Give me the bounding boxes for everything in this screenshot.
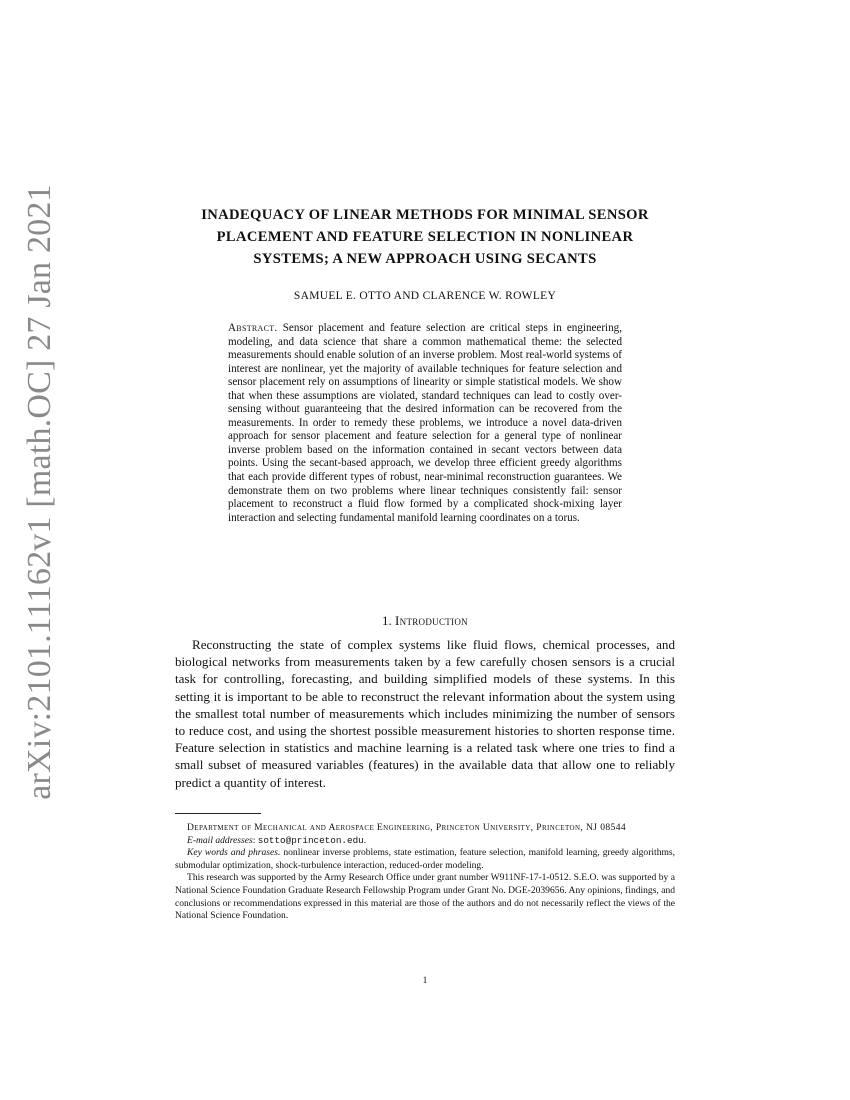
- title-line: PLACEMENT AND FEATURE SELECTION IN NONLINEAR: [216, 229, 634, 245]
- funding-note: This research was supported by the Army Research Office under grant number W911NF-17-1-0512. S.E.O. was supported by a National Science Foundation Graduate Research Fellowship Program under Grant No. DGE-2039656. Any opinions, findings, and conclusions or recommendations expressed in this material are those of the authors and do not necessarily reflect the views of the National Science Foundation.: [175, 872, 675, 922]
- email-address[interactable]: sotto@princeton.edu: [257, 834, 364, 846]
- intro-paragraph: Reconstructing the state of complex systems like fluid flows, chemical processes, and biological networks from measurements taken by a few carefully chosen sensors is a crucial task for controlling, forecasting, and building simplified models of these systems. In this setting it is important to be able to reconstruct the relevant information about the system using the smallest total number of measurements which includes minimizing the number of sensors to reduce cost, and using the shortest possible measurement histories to shorten response time. Feature selection in statistics and machine learning is a related task where one tries to find a small subset of measured variables (features) in the available data that allow one to reliably predict a quantity of interest.: [175, 637, 675, 790]
- abstract-label: Abstract.: [228, 322, 278, 334]
- footnotes: [175, 822, 675, 923]
- keywords-label: Key words and phrases.: [187, 847, 281, 859]
- section-number: 1.: [382, 613, 392, 628]
- arxiv-identifier: [14, 184, 66, 800]
- title-line: SYSTEMS; A NEW APPROACH USING SECANTS: [253, 251, 597, 267]
- affiliation-text: Department of Mechanical and Aerospace Engineering, Princeton University, Princeton, NJ 08544: [187, 822, 627, 833]
- authors: SAMUEL E. OTTO AND CLARENCE W. ROWLEY: [293, 290, 557, 302]
- abstract-text: Sensor placement and feature selection are critical steps in engineering, modeling, and data science that share a common mathematical theme: the selected measurements should enable solution of an inverse problem. Most real-world systems of interest are nonlinear, yet the majority of available techniques for feature selection and sensor placement rely on assumptions of linearity or simple statistical models. We show that when these assumptions are violated, standard techniques can lead to costly over-sensing without guaranteeing that the desired information can be recovered from the measurements. In order to remedy these problems, we introduce a novel data-driven approach for sensor placement and feature selection for a general type of nonlinear inverse problem based on the information contained in secant vectors between data points. Using the secant-based approach, we develop three efficient greedy algorithms that each provide different types of robust, near-minimal reconstruction guarantees. We demonstrate them on two problems where linear techniques consistently fail: sensor placement to reconstruct a fluid flow formed by a complicated shock-mixing layer interaction and selecting fundamental manifold learning coordinates on a torus.: [228, 322, 622, 524]
- abstract: [228, 322, 622, 525]
- section-heading: [175, 613, 675, 629]
- footnote-rule: [175, 813, 261, 814]
- email-line: E-mail addresses: sotto@princeton.edu.: [187, 834, 367, 846]
- email-label: E-mail addresses: [187, 834, 253, 846]
- page-number: 1: [422, 976, 428, 986]
- arxiv-identifier-text: arXiv:2101.11162v1 [math.OC] 27 Jan 2021: [21, 184, 58, 800]
- affiliation: [175, 822, 675, 835]
- section-title: Introduction: [395, 613, 468, 628]
- keywords-text: nonlinear inverse problems, state estimation, feature selection, manifold learning, greedy algorithms, submodular optimization, shock-turbulence interaction, reduced-order modeling.: [175, 847, 675, 871]
- keywords: [175, 847, 675, 872]
- paper-title: [160, 204, 690, 270]
- title-line: INADEQUACY OF LINEAR METHODS FOR MINIMAL SENSOR: [201, 207, 649, 223]
